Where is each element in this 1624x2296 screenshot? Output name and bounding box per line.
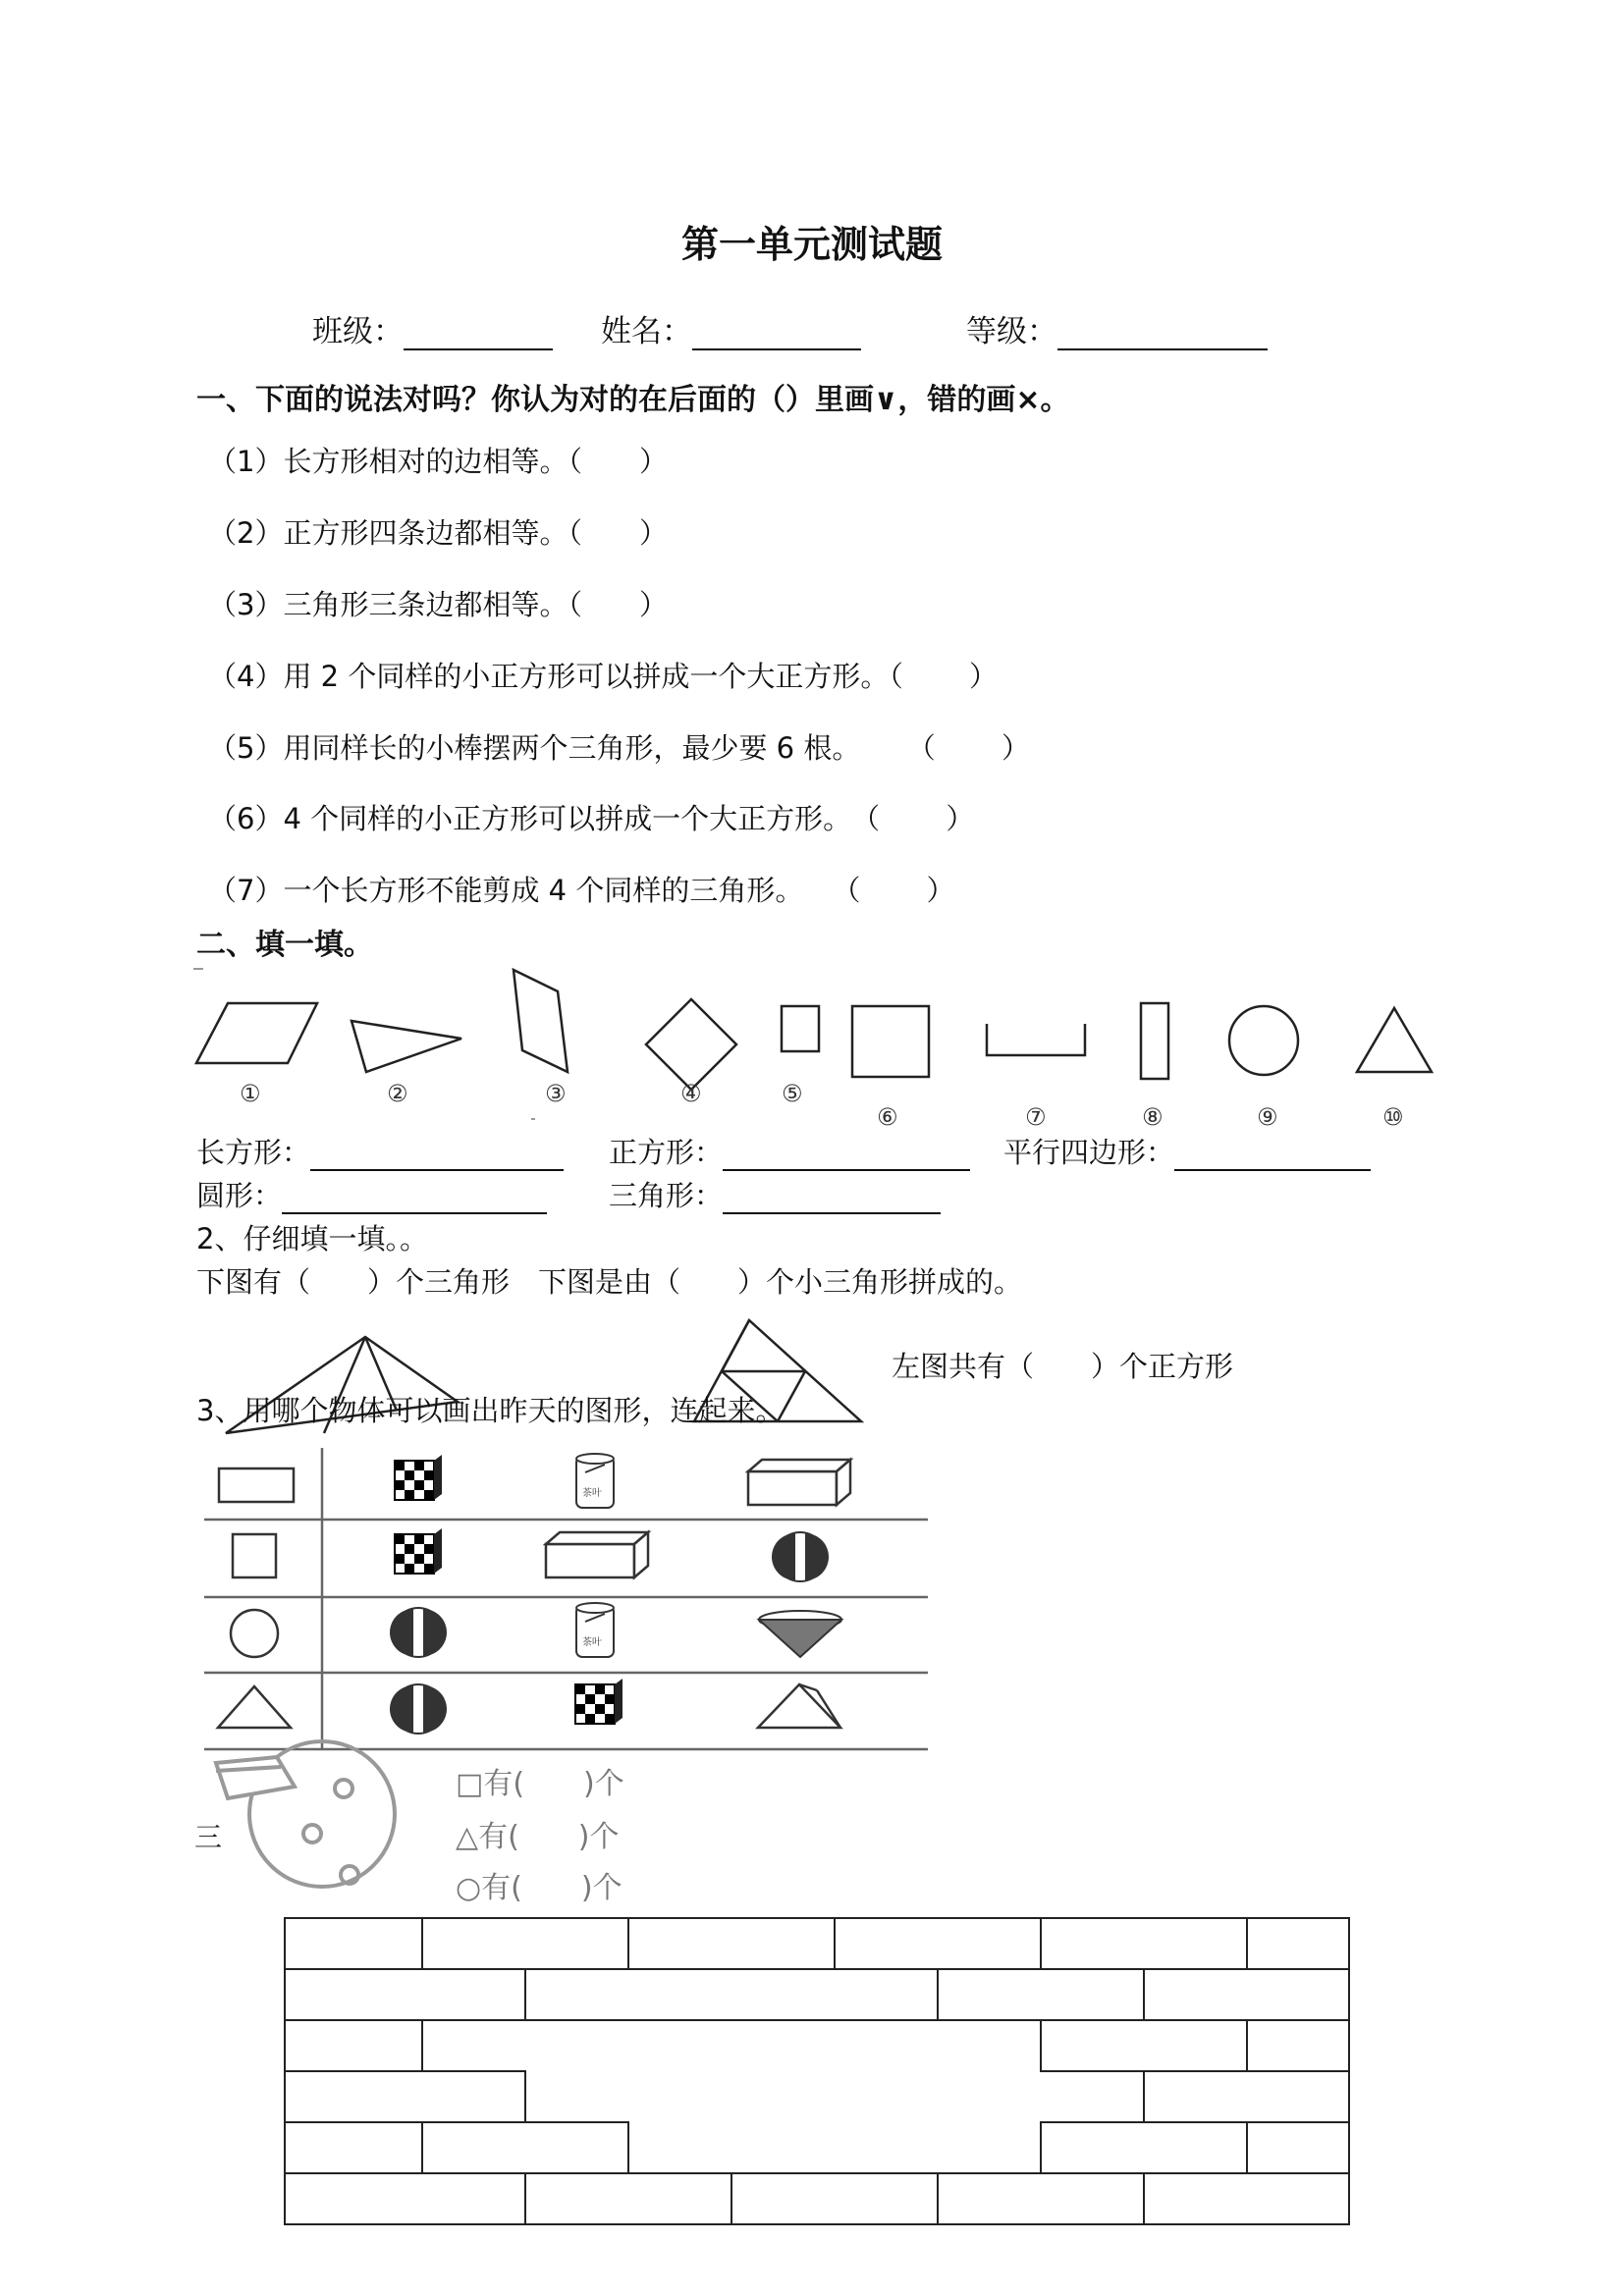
s1-item-3: （3）三角形三条边都相等。（ ） [208,588,668,621]
shape-num-5: ⑤ [782,1080,803,1107]
q3-label: 3、用哪个物体可以画出昨天的图形，连起来。 [196,1394,785,1427]
square-label: 正方形： [609,1136,724,1169]
stray-mark: 三 [194,1821,223,1853]
shape-num-4: ④ [680,1080,702,1107]
shape-num-1: ① [240,1080,261,1107]
count-square: □有( )个 [456,1767,624,1801]
para-label: 平行四边形： [1003,1136,1175,1169]
q2-line: 下图有（ ）个三角形 下图是由（ ）个小三角形拼成的。 [196,1265,1023,1299]
s1-item-4: （4）用 2 个同样的小正方形可以拼成一个大正方形。（ ） [208,660,999,693]
grade-label: 等级： [966,314,1057,349]
count-circle: ○有( )个 [456,1871,623,1905]
count-triangle: △有( )个 [456,1820,620,1854]
page-title: 第一单元测试题 [680,222,943,266]
shape-num-6: ⑥ [877,1103,898,1131]
rect-label: 长方形： [196,1136,311,1169]
tea-label-1: 茶叶 [582,1488,602,1499]
s1-item-5: （5）用同样长的小棒摆两个三角形，最少要 6 根。 （ ） [208,731,1030,765]
q2-right: 左图共有（ ）个正方形 [892,1350,1234,1383]
q2-label: 2、仔细填一填。。 [196,1222,428,1255]
shape-num-9: ⑨ [1257,1103,1278,1131]
tri-label: 三角形： [609,1179,724,1212]
section2-heading: 二、填一填。 [196,928,373,962]
s1-item-2: （2）正方形四条边都相等。（ ） [208,516,668,550]
section1-heading: 一、下面的说法对吗？你认为对的在后面的（）里画∨，错的画×。 [196,383,1070,417]
class-label: 班级： [312,314,404,349]
circle-label: 圆形： [196,1179,283,1212]
tea-label-2: 茶叶 [582,1637,602,1648]
s1-item-6: （6）4 个同样的小正方形可以拼成一个大正方形。 （ ） [208,802,975,835]
shape-num-2: ② [387,1080,408,1107]
shape-num-10: ⑩ [1382,1103,1404,1131]
shape-num-8: ⑧ [1142,1103,1164,1131]
s1-item-7: （7）一个长方形不能剪成 4 个同样的三角形。 （ ） [208,874,955,907]
name-label: 姓名： [601,314,692,349]
shape-num-7: ⑦ [1025,1103,1047,1131]
s1-item-1: （1）长方形相对的边相等。（ ） [208,445,668,478]
shape-num-3: ③ [545,1080,567,1107]
